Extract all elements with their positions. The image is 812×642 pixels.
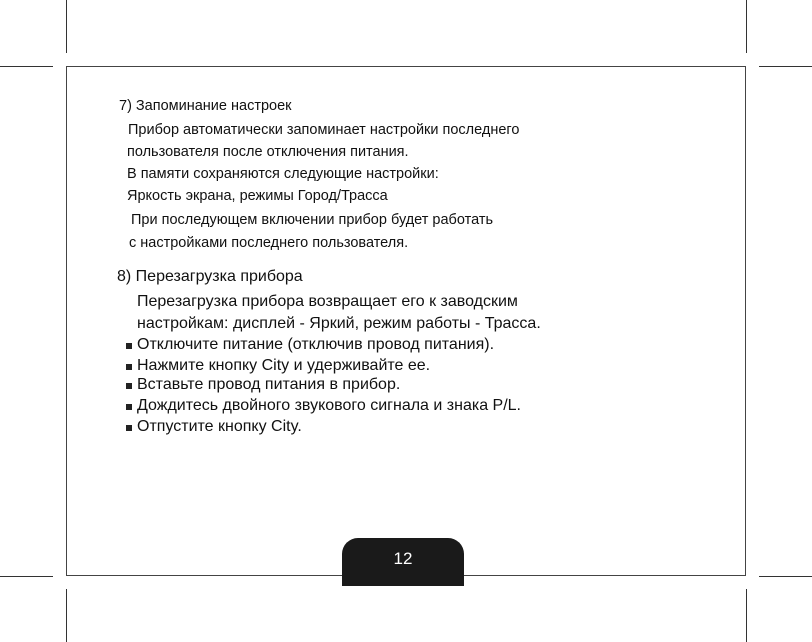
crop-mark-top-left [66, 0, 67, 53]
page-number: 12 [393, 549, 413, 568]
step-item: Отпустите кнопку City. [137, 418, 302, 435]
crop-mark-bottom-right [746, 589, 747, 642]
section-7-line: В памяти сохраняются следующие настройки: [127, 166, 439, 182]
section-8-line: Перезагрузка прибора возвращает его к заводским [137, 293, 518, 310]
crop-mark-left-bottom [0, 576, 53, 577]
section-7-heading: 7) Запоминание настроек [119, 98, 292, 114]
bullet-icon [126, 383, 132, 389]
bullet-icon [126, 425, 132, 431]
bullet-icon [126, 404, 132, 410]
page-number-tab [342, 538, 464, 586]
crop-mark-right-bottom [759, 576, 812, 577]
step-item: Дождитесь двойного звукового сигнала и знака P/L. [137, 397, 521, 414]
section-7-line: При последующем включении прибор будет работать [131, 212, 494, 228]
step-item: Вставьте провод питания в прибор. [137, 376, 401, 393]
crop-mark-top-right [746, 0, 747, 53]
bullet-icon [126, 364, 132, 370]
crop-mark-right-top [759, 66, 812, 67]
step-item: Нажмите кнопку City и удерживайте ее. [137, 357, 431, 374]
section-8-heading: 8) Перезагрузка прибора [117, 268, 303, 285]
crop-mark-left-top [0, 66, 53, 67]
section-7-line: Прибор автоматически запоминает настройки последнего [128, 122, 520, 138]
section-7-line: Яркость экрана, режимы Город/Трасса [127, 188, 388, 204]
section-7-line: пользователя после отключения питания. [127, 144, 409, 160]
section-7-line: с настройками последнего пользователя. [129, 235, 409, 251]
section-8-line: настройкам: дисплей - Яркий, режим работы - Трасса. [137, 315, 541, 332]
crop-mark-bottom-left [66, 589, 67, 642]
step-item: Отключите питание (отключив провод питания). [137, 336, 495, 353]
bullet-icon [126, 343, 132, 349]
